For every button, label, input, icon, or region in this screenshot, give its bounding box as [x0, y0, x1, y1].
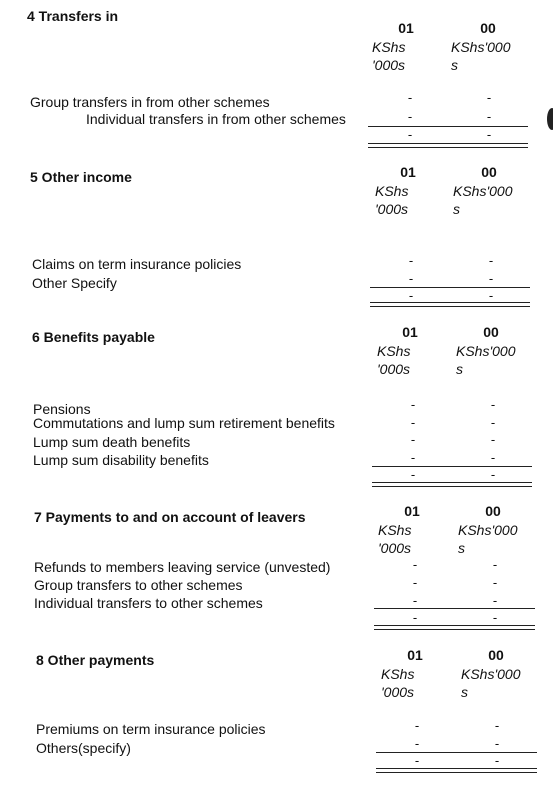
value-dash: - [490, 450, 496, 465]
col-2000-unit-suffix: s [458, 540, 465, 556]
value-dash: - [407, 90, 413, 105]
value-dash: - [490, 415, 496, 430]
col-2000-unit: KShs'000 [461, 666, 521, 682]
total-line [376, 768, 537, 769]
subtotal-line [376, 752, 537, 753]
value-dash: - [412, 557, 418, 572]
subtotal-line [370, 287, 530, 288]
col-2001-unit: KShs [377, 343, 411, 359]
value-dash: - [408, 271, 414, 286]
total-double-line [376, 772, 537, 773]
total-dash: - [407, 127, 413, 142]
row-individual-transfers-out: Individual transfers to other schemes [34, 595, 263, 611]
subtotal-line [374, 608, 535, 609]
value-dash: - [494, 736, 500, 751]
total-dash: - [486, 127, 492, 142]
col-2000-unit: KShs'000 [453, 183, 513, 199]
row-individual-transfers-in: Individual transfers in from other schemes [86, 111, 346, 127]
value-dash: - [410, 432, 416, 447]
col-2001-unit-suffix: '000s [378, 540, 412, 556]
total-double-line [370, 306, 530, 307]
col-2000-unit-suffix: s [456, 361, 463, 377]
col-2001-unit: KShs [378, 522, 412, 538]
col-2000-year: 00 [488, 647, 504, 663]
row-refunds-leaving: Refunds to members leaving service (unvested) [34, 559, 331, 575]
total-dash: - [408, 288, 414, 303]
total-line [372, 482, 532, 483]
value-dash: - [486, 109, 492, 124]
section-5-heading: 5 Other income [30, 169, 132, 185]
col-2000-unit-suffix: s [453, 201, 460, 217]
total-dash: - [488, 288, 494, 303]
row-group-transfers-out: Group transfers to other schemes [34, 577, 243, 593]
row-group-transfers-in: Group transfers in from other schemes [30, 94, 270, 110]
total-line [368, 143, 528, 144]
col-2001-unit: KShs [372, 39, 406, 55]
total-line [374, 625, 535, 626]
col-2001-unit: KShs [381, 666, 415, 682]
value-dash: - [407, 109, 413, 124]
row-others-specify: Others(specify) [36, 740, 131, 756]
value-dash: - [410, 450, 416, 465]
value-dash: - [412, 575, 418, 590]
total-double-line [372, 486, 532, 487]
row-lump-sum-disability: Lump sum disability benefits [33, 452, 209, 468]
value-dash: - [492, 557, 498, 572]
col-2000-year: 00 [483, 324, 499, 340]
total-dash: - [492, 610, 498, 625]
section-6-heading: 6 Benefits payable [32, 329, 155, 345]
value-dash: - [410, 415, 416, 430]
row-pensions: Pensions [33, 401, 91, 417]
col-2001-year: 01 [407, 647, 423, 663]
subtotal-line [368, 126, 528, 127]
col-2000-unit: KShs'000 [451, 39, 511, 55]
value-dash: - [492, 593, 498, 608]
col-2001-unit-suffix: '000s [381, 684, 415, 700]
value-dash: - [408, 253, 414, 268]
value-dash: - [492, 575, 498, 590]
row-other-specify: Other Specify [32, 275, 117, 291]
col-2001-unit-suffix: '000s [375, 201, 409, 217]
value-dash: - [412, 593, 418, 608]
row-lump-sum-death: Lump sum death benefits [33, 434, 191, 450]
value-dash: - [488, 271, 494, 286]
col-2001-year: 01 [402, 324, 418, 340]
col-2001-year: 01 [398, 20, 414, 36]
section-4-heading: 4 Transfers in [27, 8, 119, 24]
col-2000-unit: KShs'000 [456, 343, 516, 359]
row-claims-term-insurance: Claims on term insurance policies [32, 256, 242, 272]
total-dash: - [490, 467, 496, 482]
subtotal-line [372, 466, 532, 467]
total-dash: - [410, 467, 416, 482]
col-2001-year: 01 [404, 503, 420, 519]
total-double-line [368, 147, 528, 148]
value-dash: - [490, 397, 496, 412]
col-2001-unit-suffix: '000s [372, 57, 406, 73]
value-dash: - [494, 718, 500, 733]
value-dash: - [414, 736, 420, 751]
value-dash: - [488, 253, 494, 268]
row-commutations: Commutations and lump sum retirement benefits [33, 415, 335, 431]
col-2000-unit: KShs'000 [458, 522, 518, 538]
section-7-heading: 7 Payments to and on account of leavers [34, 509, 306, 525]
total-dash: - [412, 610, 418, 625]
value-dash: - [490, 432, 496, 447]
col-2001-year: 01 [400, 164, 416, 180]
total-dash: - [414, 753, 420, 768]
scan-artifact [547, 108, 553, 130]
section-8-heading: 8 Other payments [36, 652, 155, 668]
col-2001-unit: KShs [375, 183, 409, 199]
col-2000-year: 00 [480, 20, 496, 36]
col-2000-year: 00 [485, 503, 501, 519]
value-dash: - [410, 397, 416, 412]
total-dash: - [494, 753, 500, 768]
col-2000-unit-suffix: s [451, 57, 458, 73]
total-double-line [374, 629, 535, 630]
value-dash: - [414, 718, 420, 733]
value-dash: - [486, 90, 492, 105]
total-line [370, 302, 530, 303]
col-2000-year: 00 [481, 164, 497, 180]
col-2001-unit-suffix: '000s [377, 361, 411, 377]
row-premiums-term-insurance: Premiums on term insurance policies [36, 721, 266, 737]
col-2000-unit-suffix: s [461, 684, 468, 700]
